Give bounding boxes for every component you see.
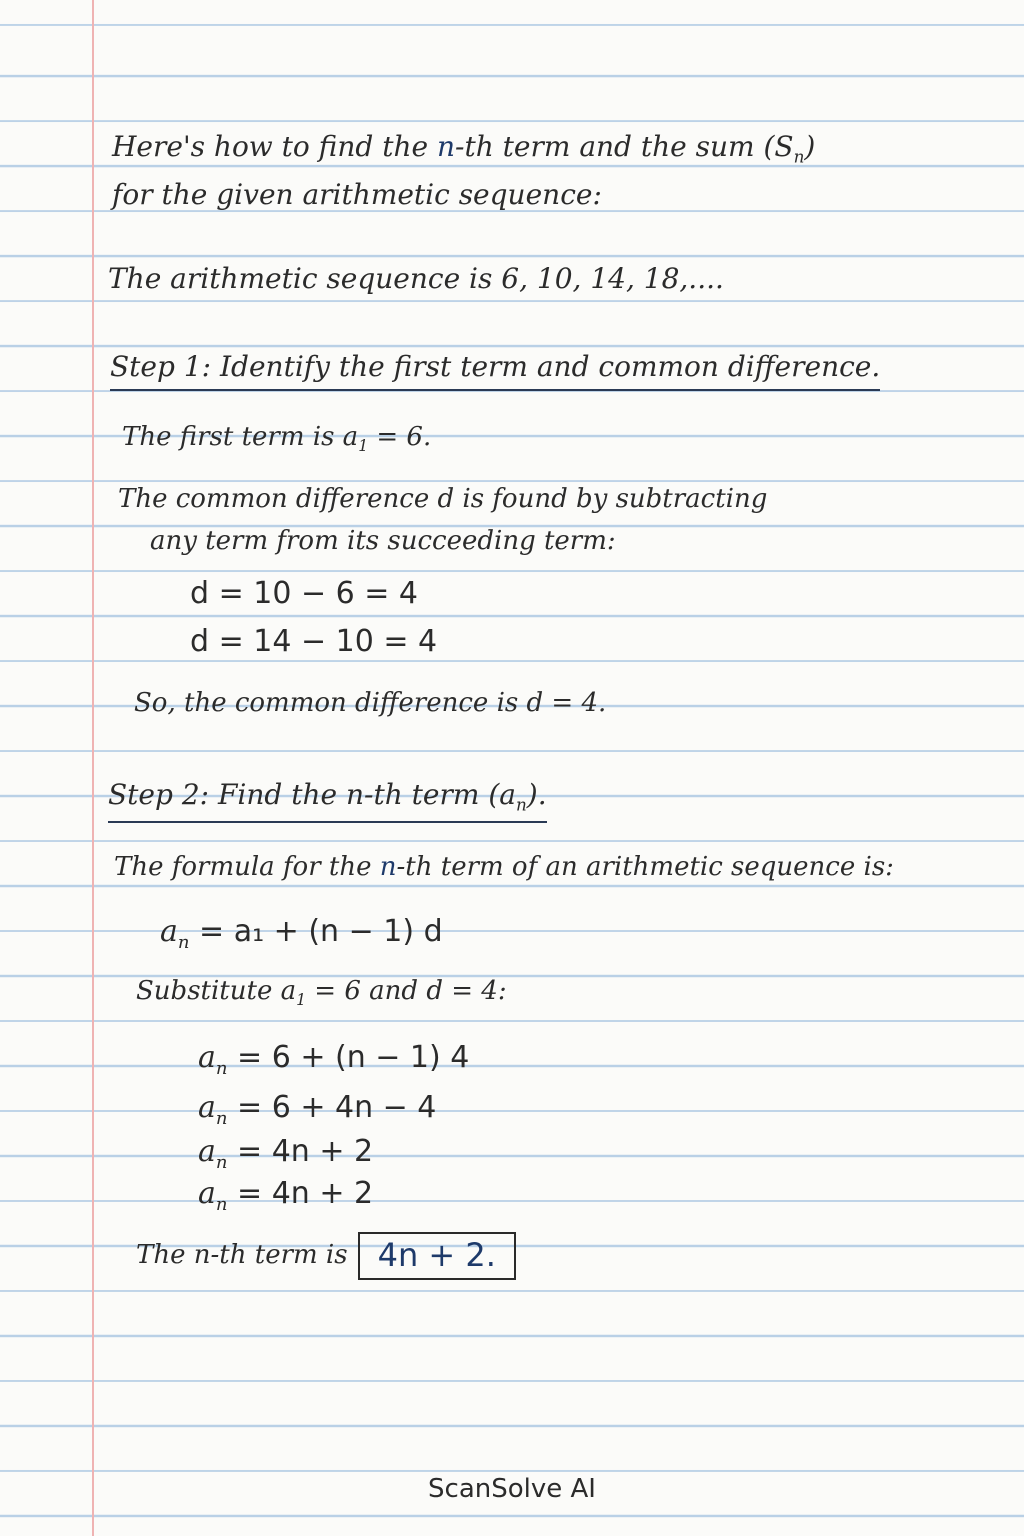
intro-text: -th term and the sum ( (455, 130, 775, 163)
sequence-line: The arithmetic sequence is 6, 10, 14, 18,.... (108, 262, 724, 295)
footer-brand: ScanSolve AI (428, 1474, 596, 1504)
formula-intro-text: The formula for the (114, 852, 380, 882)
first-term-value: = 6. (368, 422, 432, 452)
n-variable: n (379, 852, 397, 882)
work-step-1 (198, 1040, 469, 1079)
n-variable: n (436, 130, 456, 163)
notebook-margin-line (92, 0, 94, 1536)
a-variable: a (160, 914, 178, 949)
a-subscript: n (215, 1058, 228, 1079)
difference-explanation-line-2: any term from its succeeding term: (150, 526, 616, 556)
difference-calculation-2: d = 14 − 10 = 4 (190, 624, 438, 659)
work-step-3 (198, 1134, 373, 1173)
n-variable: n (345, 778, 365, 811)
substitute-text: = 6 and d = 4: (306, 976, 507, 1006)
a-subscript: n (177, 932, 190, 953)
formula-intro-text: -th term of an arithmetic sequence is: (396, 852, 894, 882)
sum-subscript: n (793, 146, 805, 167)
a-subscript: n (515, 794, 527, 815)
a-variable: a (342, 422, 359, 452)
substitute-text: Substitute (136, 976, 281, 1006)
a-variable: a (198, 1090, 216, 1125)
work-expression: = 6 + 4n − 4 (237, 1090, 437, 1125)
step-2-heading-text: ). (526, 778, 547, 811)
answer-text: -th term is (210, 1240, 348, 1270)
first-term-text: The first term is (122, 422, 343, 452)
first-term-line (122, 422, 431, 455)
step-1-heading: Step 1: Identify the first term and common difference. (110, 350, 880, 391)
work-step-2 (198, 1090, 436, 1129)
a-subscript: n (215, 1152, 228, 1173)
intro-line-1 (112, 130, 815, 167)
step-2-heading-text: -th term ( (364, 778, 500, 811)
a-subscript: 1 (358, 437, 369, 456)
work-step-4 (198, 1176, 373, 1215)
substitute-line (136, 976, 507, 1009)
a-subscript: n (215, 1194, 228, 1215)
work-expression: = 6 + (n − 1) 4 (237, 1040, 470, 1075)
a-variable: a (198, 1040, 216, 1075)
answer-box: 4n + 2. (358, 1232, 516, 1280)
intro-line-2: for the given arithmetic sequence: (112, 178, 602, 211)
answer-text: The (136, 1240, 194, 1270)
step-2-heading-text: Step 2: Find the (108, 778, 346, 811)
work-expression: = 4n + 2 (237, 1176, 374, 1211)
n-variable: n (193, 1240, 211, 1270)
a-variable: a (198, 1134, 216, 1169)
sum-variable: S (774, 130, 794, 163)
a-subscript: n (215, 1108, 228, 1129)
a-variable: a (198, 1176, 216, 1211)
work-expression: = 4n + 2 (237, 1134, 374, 1169)
difference-calculation-1: d = 10 − 6 = 4 (190, 576, 419, 611)
difference-explanation-line-1: The common difference d is found by subtracting (118, 484, 768, 514)
difference-conclusion: So, the common difference is d = 4. (134, 688, 607, 718)
a-subscript: 1 (296, 991, 307, 1010)
a-variable: a (280, 976, 297, 1006)
formula-rhs: = a₁ + (n − 1) d (199, 914, 443, 949)
intro-text: Here's how to find the (112, 130, 437, 163)
formula-intro-line (114, 852, 894, 882)
answer-line (136, 1232, 516, 1280)
a-variable: a (499, 778, 516, 811)
intro-text: ) (804, 130, 816, 163)
step-2-heading (108, 778, 547, 823)
nth-term-formula (160, 914, 443, 953)
